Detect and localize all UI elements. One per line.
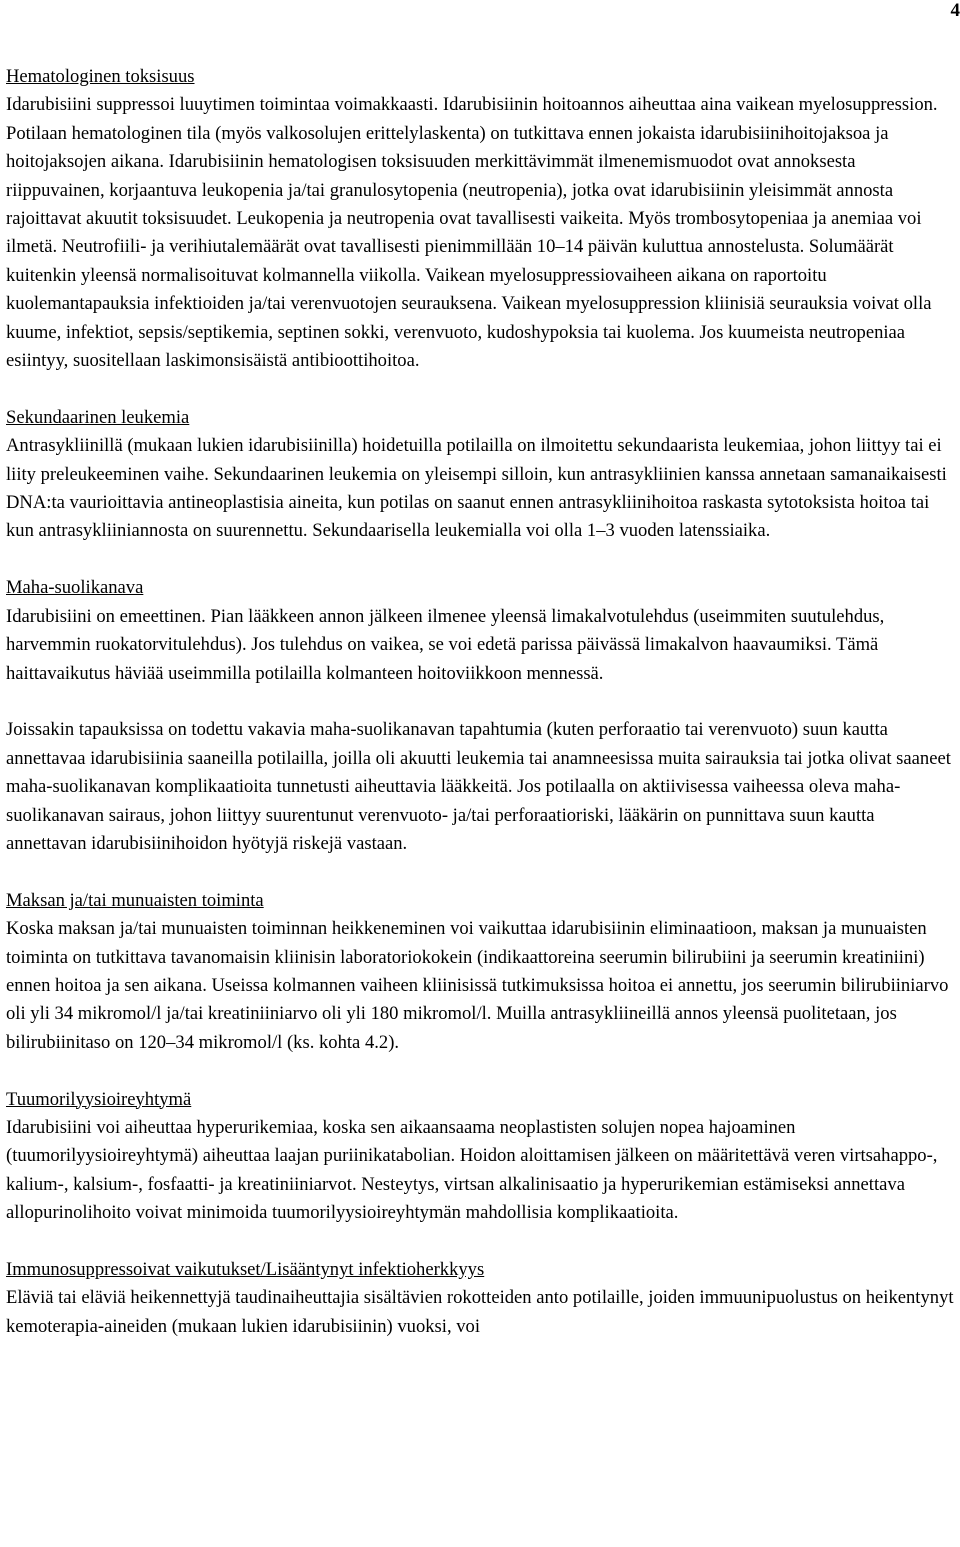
section-heading: Immunosuppressoivat vaikutukset/Lisääntynyt infektioherkkyys bbox=[6, 1258, 485, 1280]
section-immunosuppressoivat-vaikutukset bbox=[6, 1256, 958, 1341]
section-heading: Maha-suolikanava bbox=[6, 577, 144, 599]
document-body bbox=[6, 63, 958, 1370]
section-sekundaarinen-leukemia bbox=[6, 404, 958, 546]
paragraph: Joissakin tapauksissa on todettu vakavia maha-suolikanavan tapahtumia (kuten perforaatio tai verenvuoto) suun kautta annettavaa idarubisiinia saaneilla potilailla, joilla oli akuutti leukemia tai anamneesissa muita sairauksia tai jotka olivat saaneet maha-suolikanavan komplikaatioita tunnetusti aiheuttavia lääkkeitä. Jos potilaalla on aktiivisessa vaiheessa oleva maha-suolikanavan sairaus, johon liittyy suurentunut verenvuoto- ja/tai perforaatioriski, lääkärin on punnittava suun kautta annettavan idarubisiinihoidon hyötyjä riskejä vastaan. bbox=[6, 719, 951, 854]
paragraph: Idarubisiini suppressoi luuytimen toimintaa voimakkaasti. Idarubisiinin hoitoannos aiheuttaa aina vaikean myelosuppression. Potilaan hematologinen tila (myös valkosolujen erittelylaskenta) on tutkittava ennen jokaista idarubisiinihoitojaksoa ja hoitojaksojen aikana. Idarubisiinin hematologisen toksisuuden merkittävimmät ilmenemismuodot ovat annoksesta riippuvainen, korjaantuva leukopenia ja/tai granulosytopenia (neutropenia), jotka ovat idarubisiinin yleisimmät annosta rajoittavat akuutit toksisuudet. Leukopenia ja neutropenia ovat tavallisesti vaikeita. Myös trombosytopeniaa ja anemiaa voi ilmetä. Neutrofiili- ja verihiutalemäärät ovat tavallisesti pienimmillään 10–14 päivän kuluttua annostelusta. Solumäärät kuitenkin yleensä normalisoituvat kolmannella viikolla. Vaikean myelosuppressiovaiheen aikana on raportoitu kuolemantapauksia infektioiden ja/tai verenvuotojen seurauksena. Vaikean myelosuppression kliinisiä seurauksia voivat olla kuume, infektiot, sepsis/septikemia, septinen sokki, verenvuoto, kudoshypoksia tai kuolema. Jos kuumeista neutropeniaa esiintyy, suositellaan laskimonsisäistä antibioottihoitoa. bbox=[6, 94, 938, 372]
section-maha-suolikanava bbox=[6, 574, 958, 858]
section-tuumorilyysioireyhtyma bbox=[6, 1086, 958, 1228]
section-heading: Hematologinen toksisuus bbox=[6, 66, 195, 87]
page-number: 4 bbox=[950, 0, 960, 21]
section-hematologinen-toksisuus bbox=[6, 63, 958, 375]
section-heading: Sekundaarinen leukemia bbox=[6, 406, 190, 428]
paragraph: Koska maksan ja/tai munuaisten toiminnan heikkeneminen voi vaikuttaa idarubisiinin eliminaatioon, maksan ja munuaisten toiminta on tutkittava tavanomaisin kliinisin laboratoriokokein (indikaattoreina seerumin bilirubiini ja seerumin kreatiniini) ennen hoitoa ja sen aikana. Useissa kolmannen vaiheen kliinisissä tutkimuksissa hoitoa ei annettu, jos seerumin bilirubiiniarvo oli yli 34 mikromol/l ja/tai kreatiniiniarvo oli yli 180 mikromol/l. Muilla antrasykliineillä annos yleensä puolitetaan, jos bilirubiinitaso on 120–34 mikromol/l (ks. kohta 4.2). bbox=[6, 918, 949, 1053]
section-maksan-munuaisten-toiminta bbox=[6, 887, 958, 1057]
section-heading: Maksan ja/tai munuaisten toiminta bbox=[6, 889, 264, 911]
paragraph: Idarubisiini on emeettinen. Pian lääkkeen annon jälkeen ilmenee yleensä limakalvotulehdus (useimmiten suutulehdus, harvemmin ruokatorvitulehdus). Jos tulehdus on vaikea, se voi edetä parissa päivässä limakalvon haavaumiksi. Tämä haittavaikutus häviää useimmilla potilailla kolmanteen hoitoviikkoon mennessä. bbox=[6, 605, 885, 684]
paragraph: Eläviä tai eläviä heikennettyjä taudinaiheuttajia sisältävien rokotteiden anto potilaille, joiden immuunipuolustus on heikentynyt kemoterapia-aineiden (mukaan lukien idarubisiinin) vuoksi, voi bbox=[6, 1287, 954, 1337]
section-heading: Tuumorilyysioireyhtymä bbox=[6, 1088, 192, 1110]
paragraph: Antrasykliinillä (mukaan lukien idarubisiinilla) hoidetuilla potilailla on ilmoitettu sekundaarista leukemiaa, johon liittyy tai ei liity preleukeeminen vaihe. Sekundaarinen leukemia on yleisempi silloin, kun antrasykliinien kanssa annetaan samanaikaisesti DNA:ta vaurioittavia antineoplastisia aineita, kun potilas on saanut ennen antrasykliinihoitoa raskasta sytotoksista hoitoa tai kun antrasykliiniannosta on suurennettu. Sekundaarisella leukemialla voi olla 1–3 vuoden latenssiaika. bbox=[6, 435, 947, 542]
paragraph: Idarubisiini voi aiheuttaa hyperurikemiaa, koska sen aikaansaama neoplastisten solujen nopea hajoaminen (tuumorilyysioireyhtymä) aiheuttaa laajan puriinikatabolian. Hoidon aloittamisen jälkeen on määritettävä veren virtsahappo-, kalium-, kalsium-, fosfaatti- ja kreatiniiniarvot. Nesteytys, virtsan alkalinisaatio ja hyperurikemian estämiseksi annettava allopurinolihoito voivat minimoida tuumorilyysioireyhtymän mahdollisia komplikaatioita. bbox=[6, 1116, 938, 1224]
